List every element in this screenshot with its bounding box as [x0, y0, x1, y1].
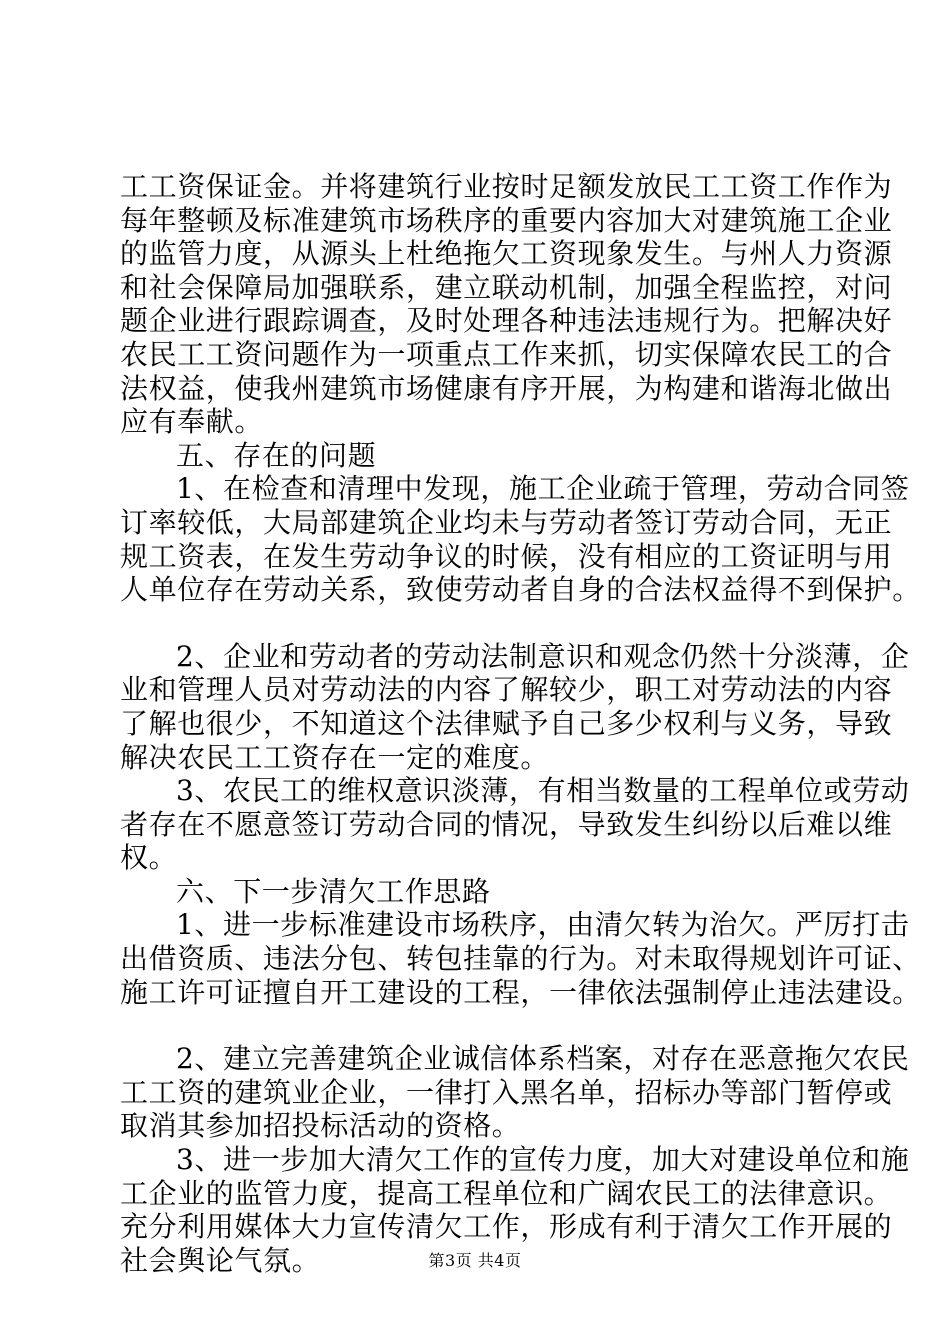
paragraph-line: 题企业进行跟踪调查，及时处理各种违法违规行为。把解决好 — [120, 304, 893, 338]
page-number-footer: 第3页 共4页 — [428, 1251, 522, 1270]
paragraph-line: 3、进一步加大清欠工作的宣传力度，加大对建设单位和施 — [176, 1143, 910, 1177]
paragraph-line: 工企业的监管力度，提高工程单位和广阔农民工的法律意识。 — [120, 1176, 893, 1210]
paragraph-spacer — [120, 1009, 850, 1042]
paragraph-line: 和社会保障局加强联系，建立联动机制，加强全程监控，对问 — [120, 270, 893, 304]
paragraph-line: 订率较低，大局部建筑企业均未与劳动者签订劳动合同，无正 — [120, 505, 893, 539]
section-heading: 六、下一步清欠工作思路 — [176, 874, 491, 908]
paragraph-line: 取消其参加招投标活动的资格。 — [120, 1109, 521, 1143]
paragraph-line: 出借资质、违法分包、转包挂靠的行为。对未取得规划许可证、 — [120, 942, 921, 976]
paragraph-spacer — [120, 607, 850, 640]
paragraph-line: 施工许可证擅自开工建设的工程，一律依法强制停止违法建设。 — [120, 975, 921, 1009]
paragraph-line: 1、进一步标准建设市场秩序，由清欠转为治欠。严厉打击 — [176, 908, 910, 942]
paragraph-line: 农民工工资问题作为一项重点工作来抓，切实保障农民工的合 — [120, 337, 893, 371]
paragraph-line: 2、建立完善建筑企业诚信体系档案，对存在恶意拖欠农民 — [176, 1042, 910, 1076]
paragraph-line: 业和管理人员对劳动法的内容了解较少，职工对劳动法的内容 — [120, 673, 893, 707]
section-heading: 五、存在的问题 — [176, 438, 377, 472]
paragraph-line: 人单位存在劳动关系，致使劳动者自身的合法权益得不到保护。 — [120, 573, 921, 607]
paragraph-line: 应有奉献。 — [120, 405, 264, 439]
paragraph-line: 者存在不愿意签订劳动合同的情况，导致发生纠纷以后难以维 — [120, 807, 893, 841]
paragraph-line: 规工资表，在发生劳动争议的时候，没有相应的工资证明与用 — [120, 539, 893, 573]
paragraph-line: 每年整顿及标准建筑市场秩序的重要内容加大对建筑施工企业 — [120, 203, 893, 237]
paragraph-line: 法权益，使我州建筑市场健康有序开展，为构建和谐海北做出 — [120, 371, 893, 405]
paragraph-line: 工工资的建筑业企业，一律打入黑名单，招标办等部门暂停或 — [120, 1075, 893, 1109]
paragraph-line: 权。 — [120, 841, 178, 875]
document-body — [120, 170, 921, 1277]
paragraph-line: 社会舆论气氛。 — [120, 1243, 321, 1277]
paragraph-line: 了解也很少，不知道这个法律赋予自己多少权利与义务，导致 — [120, 706, 893, 740]
paragraph-line: 工工资保证金。并将建筑行业按时足额发放民工工资工作作为 — [120, 170, 893, 203]
paragraph-line: 充分利用媒体大力宣传清欠工作，形成有利于清欠工作开展的 — [120, 1210, 893, 1244]
paragraph-line: 2、企业和劳动者的劳动法制意识和观念仍然十分淡薄，企 — [176, 639, 910, 673]
paragraph-line: 1、在检查和清理中发现，施工企业疏于管理，劳动合同签 — [176, 472, 910, 506]
paragraph-line: 的监管力度，从源头上杜绝拖欠工资现象发生。与州人力资源 — [120, 237, 893, 271]
paragraph-line: 3、农民工的维权意识淡薄，有相当数量的工程单位或劳动 — [176, 774, 910, 808]
paragraph-line: 解决农民工工资存在一定的难度。 — [120, 740, 550, 774]
